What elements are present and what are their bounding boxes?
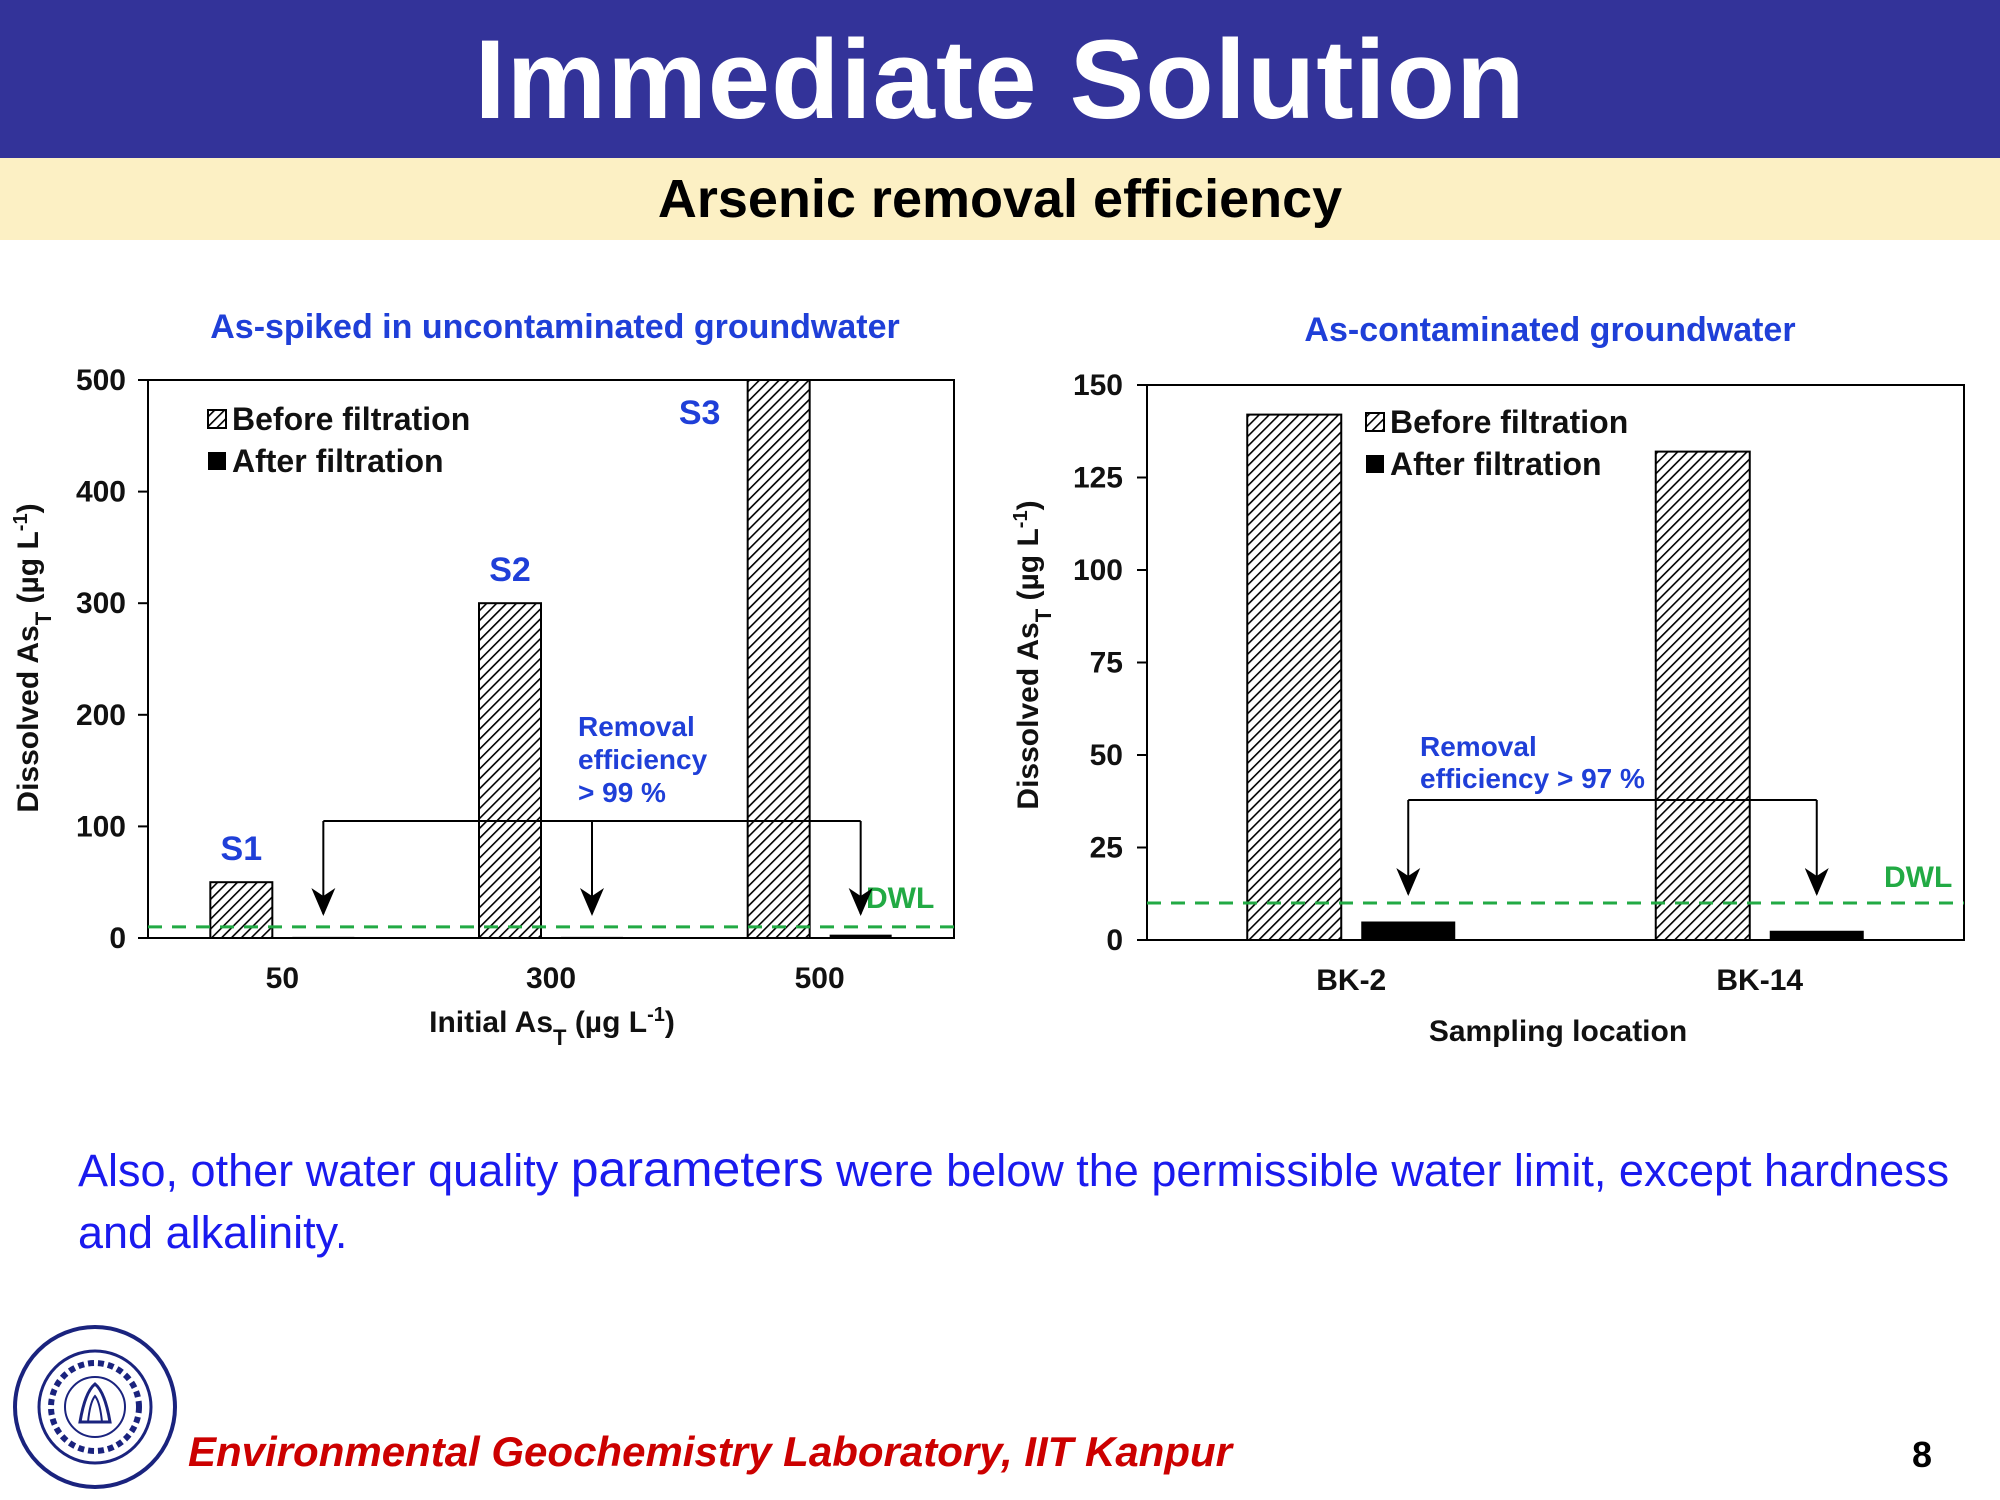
y-tick-label: 75 — [1089, 646, 1123, 680]
x-axis-label: Sampling location — [1428, 1015, 1688, 1048]
bar-before-BK-14 — [1656, 452, 1750, 940]
note-part2: were below the permissible water limit, except hardness and alkalinity. — [78, 1145, 1950, 1258]
x-tick-label: 500 — [794, 962, 845, 995]
legend-before-filtration: Before filtration — [1390, 404, 1629, 440]
note-part1: Also, other water quality — [78, 1145, 571, 1196]
y-tick-label: 100 — [1072, 554, 1123, 587]
legend-before-filtration: Before filtration — [232, 401, 471, 437]
y-tick-label: 125 — [1072, 461, 1123, 495]
iit-kanpur-logo — [10, 1322, 180, 1492]
dwl-label: DWL — [1884, 861, 1953, 894]
bar-before-BK-2 — [1247, 415, 1341, 940]
x-tick-label: 300 — [525, 962, 577, 995]
legend-after-filtration: After filtration — [1390, 446, 1602, 482]
efficiency-annotation-line: > 99 % — [578, 777, 666, 808]
legend-swatch-after — [1366, 455, 1384, 473]
note-text — [78, 1138, 1958, 1264]
x-tick-label: BK-2 — [1316, 964, 1387, 997]
y-tick-label: 0 — [1106, 924, 1123, 957]
bar-after-BK-14 — [1770, 931, 1864, 940]
y-tick-label: 400 — [75, 475, 126, 509]
y-axis-label: Dissolved $As_T$ (µg $L^{-1}$) — [1010, 500, 1056, 810]
y-tick-label: 0 — [109, 922, 126, 955]
footer-lab-name: Environmental Geochemistry Laboratory, IIT Kanpur — [188, 1428, 1232, 1475]
x-axis-label: Initial $As_T$ (µg $L^{-1}$) — [429, 1004, 675, 1050]
efficiency-annotation-line: efficiency — [578, 744, 708, 775]
sample-label-S3: S3 — [678, 394, 721, 432]
slide-subtitle: Arsenic removal efficiency — [657, 169, 1343, 229]
legend-swatch-before — [1366, 413, 1384, 431]
note-emphasis: parameters — [570, 1141, 824, 1197]
y-tick-label: 50 — [1089, 739, 1123, 772]
slide-title: Immediate Solution — [474, 16, 1526, 142]
page-number: 8 — [1912, 1434, 1933, 1475]
dwl-label: DWL — [866, 882, 935, 915]
chart2-title: As-contaminated groundwater — [1304, 311, 1796, 349]
sample-label-S2: S2 — [489, 551, 531, 590]
chart1-title: As-spiked in uncontaminated groundwater — [210, 308, 900, 346]
y-tick-label: 200 — [75, 698, 126, 732]
x-tick-label: 50 — [265, 962, 300, 995]
bar-after-BK-2 — [1361, 922, 1455, 941]
legend-after-filtration: After filtration — [232, 443, 444, 479]
efficiency-annotation-line: Removal — [1420, 731, 1537, 762]
efficiency-annotation-line: Removal — [578, 711, 695, 742]
y-axis-label: Dissolved $As_T$ (µg $L^{-1}$) — [10, 503, 56, 813]
sample-label-S1: S1 — [220, 830, 263, 869]
y-tick-label: 150 — [1072, 369, 1123, 402]
y-tick-label: 300 — [75, 587, 126, 621]
efficiency-annotation-line: efficiency > 97 % — [1420, 763, 1645, 794]
y-tick-label: 25 — [1089, 831, 1123, 865]
y-tick-label: 500 — [75, 364, 126, 397]
y-tick-label: 100 — [75, 810, 126, 844]
x-tick-label: BK-14 — [1716, 964, 1804, 997]
